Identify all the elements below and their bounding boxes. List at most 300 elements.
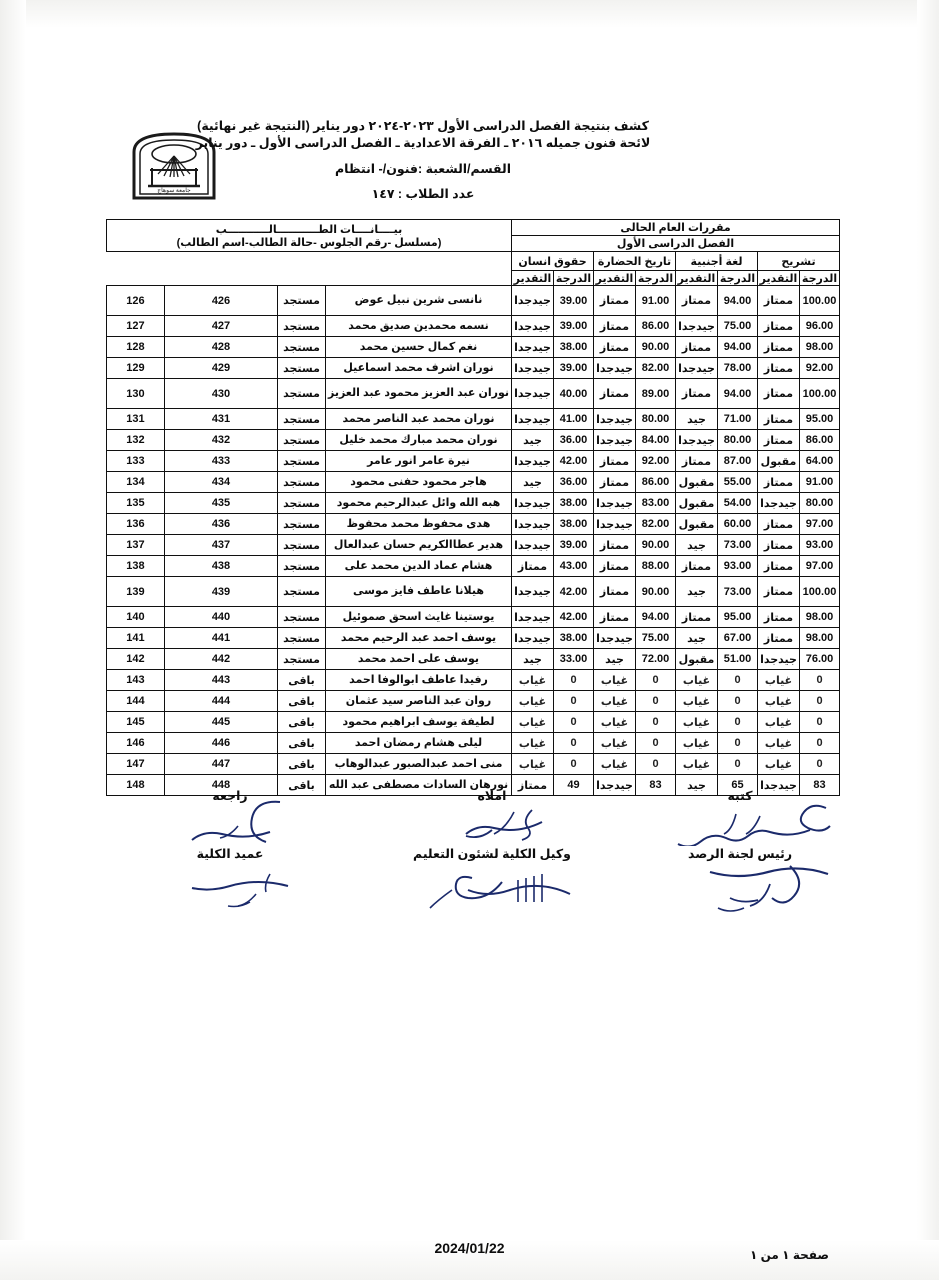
subject-header-2: تاريخ الحضارة [594, 252, 676, 271]
cell-degree-3: 0 [554, 712, 594, 733]
cell-grade-1: ممتاز [676, 379, 718, 409]
cell-grade-1: ممتاز [676, 607, 718, 628]
table-row [106, 472, 839, 493]
cell-degree-2: 86.00 [636, 316, 676, 337]
cell-seat-number: 447 [165, 754, 278, 775]
cell-degree-0: 0 [800, 733, 840, 754]
cell-grade-2: ممتاز [594, 337, 636, 358]
cell-serial: 138 [106, 556, 164, 577]
table-row [106, 430, 839, 451]
cell-grade-0: ممتاز [758, 607, 800, 628]
cell-student-status: مستجد [278, 514, 326, 535]
table-row [106, 649, 839, 670]
cell-student-status: باقى [278, 691, 326, 712]
cell-degree-1: 65 [718, 775, 758, 796]
cell-grade-1: جيد [676, 628, 718, 649]
cell-grade-0: ممتاز [758, 535, 800, 556]
cell-degree-2: 72.00 [636, 649, 676, 670]
cell-grade-0: ممتاز [758, 628, 800, 649]
cell-student-status: مستجد [278, 535, 326, 556]
cell-degree-0: 76.00 [800, 649, 840, 670]
cell-serial: 145 [106, 712, 164, 733]
courses-group-header: مقررات العام الحالى [512, 220, 840, 236]
cell-seat-number: 432 [165, 430, 278, 451]
table-row [106, 628, 839, 649]
cell-seat-number: 437 [165, 535, 278, 556]
cell-degree-3: 0 [554, 691, 594, 712]
cell-student-name: لطيفة يوسف ابراهيم محمود [326, 712, 512, 733]
cell-grade-3: جيدجدا [512, 628, 554, 649]
cell-grade-3: ممتاز [512, 775, 554, 796]
cell-grade-3: جيد [512, 430, 554, 451]
cell-grade-1: ممتاز [676, 451, 718, 472]
cell-serial: 146 [106, 733, 164, 754]
grade-label-1: التقدير [676, 271, 718, 286]
cell-degree-3: 49 [554, 775, 594, 796]
cell-degree-0: 80.00 [800, 493, 840, 514]
cell-degree-0: 91.00 [800, 472, 840, 493]
cell-degree-2: 90.00 [636, 577, 676, 607]
cell-grade-3: جيدجدا [512, 535, 554, 556]
cell-grade-3: جيدجدا [512, 409, 554, 430]
cell-degree-2: 0 [636, 712, 676, 733]
cell-degree-0: 86.00 [800, 430, 840, 451]
cell-grade-0: ممتاز [758, 379, 800, 409]
signature-block-0 [640, 788, 840, 861]
cell-student-status: مستجد [278, 577, 326, 607]
cell-grade-2: جيدجدا [594, 430, 636, 451]
cell-grade-1: غياب [676, 670, 718, 691]
cell-degree-2: 92.00 [636, 451, 676, 472]
cell-degree-0: 93.00 [800, 535, 840, 556]
svg-text:جامعة سوهاج: جامعة سوهاج [157, 188, 191, 194]
cell-grade-0: غياب [758, 733, 800, 754]
cell-serial: 134 [106, 472, 164, 493]
cell-grade-3: جيد [512, 649, 554, 670]
cell-serial: 140 [106, 607, 164, 628]
cell-degree-3: 42.00 [554, 451, 594, 472]
cell-degree-2: 90.00 [636, 535, 676, 556]
degree-label-2: الدرجة [636, 271, 676, 286]
cell-degree-0: 100.00 [800, 379, 840, 409]
cell-grade-0: مقبول [758, 451, 800, 472]
cell-degree-1: 94.00 [718, 286, 758, 316]
cell-student-status: مستجد [278, 379, 326, 409]
cell-grade-0: غياب [758, 712, 800, 733]
cell-degree-3: 38.00 [554, 628, 594, 649]
cell-grade-2: غياب [594, 691, 636, 712]
footer-page-label: صفحة ١ من ١ [749, 1248, 829, 1262]
cell-student-name: نيرة عامر انور عامر [326, 451, 512, 472]
signature-ink-1 [392, 800, 592, 846]
cell-degree-0: 92.00 [800, 358, 840, 379]
table-row [106, 691, 839, 712]
cell-degree-3: 38.00 [554, 493, 594, 514]
cell-serial: 133 [106, 451, 164, 472]
cell-grade-3: غياب [512, 754, 554, 775]
cell-student-name: هبه الله وائل عبدالرحيم محمود [326, 493, 512, 514]
cell-degree-0: 64.00 [800, 451, 840, 472]
cell-grade-2: جيدجدا [594, 409, 636, 430]
cell-degree-3: 41.00 [554, 409, 594, 430]
table-row [106, 670, 839, 691]
cell-degree-2: 83 [636, 775, 676, 796]
cell-student-status: مستجد [278, 409, 326, 430]
cell-student-status: باقى [278, 754, 326, 775]
cell-grade-3: غياب [512, 712, 554, 733]
cell-grade-0: ممتاز [758, 577, 800, 607]
cell-grade-0: ممتاز [758, 337, 800, 358]
table-body [106, 286, 839, 796]
cell-grade-2: ممتاز [594, 556, 636, 577]
student-count-line: عدد الطلاب : ١٤٧ [371, 187, 475, 201]
cell-degree-1: 0 [718, 691, 758, 712]
cell-degree-1: 0 [718, 712, 758, 733]
cell-degree-3: 0 [554, 670, 594, 691]
cell-grade-3: غياب [512, 733, 554, 754]
cell-degree-0: 100.00 [800, 286, 840, 316]
cell-grade-2: ممتاز [594, 535, 636, 556]
cell-degree-2: 0 [636, 691, 676, 712]
cell-seat-number: 436 [165, 514, 278, 535]
cell-serial: 139 [106, 577, 164, 607]
cell-grade-3: جيدجدا [512, 577, 554, 607]
cell-seat-number: 429 [165, 358, 278, 379]
table-row [106, 733, 839, 754]
cell-degree-0: 97.00 [800, 514, 840, 535]
cell-student-name: هدير عطاالكريم حسان عبدالعال [326, 535, 512, 556]
cell-grade-0: غياب [758, 670, 800, 691]
cell-grade-3: غياب [512, 670, 554, 691]
grade-label-2: التقدير [594, 271, 636, 286]
cell-seat-number: 440 [165, 607, 278, 628]
cell-student-status: باقى [278, 733, 326, 754]
cell-student-name: رفيدا عاطف ابوالوفا احمد [326, 670, 512, 691]
cell-seat-number: 445 [165, 712, 278, 733]
cell-student-name: ليلى هشام رمضان احمد [326, 733, 512, 754]
cell-grade-1: مقبول [676, 649, 718, 670]
signature-ink-0b [640, 860, 840, 915]
cell-degree-1: 60.00 [718, 514, 758, 535]
cell-student-name: نورهان السادات مصطفى عبد الله [326, 775, 512, 796]
table-row [106, 409, 839, 430]
cell-seat-number: 442 [165, 649, 278, 670]
signature-action-2: راجعه [212, 789, 248, 803]
cell-grade-0: جيدجدا [758, 493, 800, 514]
cell-grade-0: ممتاز [758, 358, 800, 379]
cell-degree-1: 0 [718, 733, 758, 754]
cell-grade-3: غياب [512, 691, 554, 712]
table-row [106, 316, 839, 337]
cell-grade-1: جيد [676, 577, 718, 607]
cell-seat-number: 427 [165, 316, 278, 337]
cell-degree-3: 33.00 [554, 649, 594, 670]
cell-serial: 130 [106, 379, 164, 409]
cell-degree-3: 43.00 [554, 556, 594, 577]
report-title-line2: لائحة فنون جميله ٢٠١٦ ـ الفرقة الاعدادية ـ الفصل الدراسى الأول ـ دور يناير [195, 136, 651, 150]
cell-grade-3: جيدجدا [512, 379, 554, 409]
cell-seat-number: 446 [165, 733, 278, 754]
cell-grade-1: ممتاز [676, 556, 718, 577]
cell-degree-2: 82.00 [636, 358, 676, 379]
cell-student-status: مستجد [278, 628, 326, 649]
cell-student-name: هاجر محمود حفنى محمود [326, 472, 512, 493]
table-row [106, 712, 839, 733]
table-head [106, 220, 839, 286]
table-row [106, 535, 839, 556]
cell-serial: 132 [106, 430, 164, 451]
cell-grade-3: جيدجدا [512, 451, 554, 472]
cell-student-status: مستجد [278, 286, 326, 316]
degree-label-0: الدرجة [800, 271, 840, 286]
cell-degree-1: 80.00 [718, 430, 758, 451]
degree-label-1: الدرجة [718, 271, 758, 286]
subject-header-3: حقوق انسان [512, 252, 594, 271]
cell-seat-number: 448 [165, 775, 278, 796]
signature-ink-2b [130, 860, 330, 915]
cell-grade-3: جيدجدا [512, 337, 554, 358]
cell-student-status: باقى [278, 670, 326, 691]
table-row [106, 607, 839, 628]
cell-degree-0: 83 [800, 775, 840, 796]
cell-grade-2: ممتاز [594, 379, 636, 409]
cell-grade-2: جيدجدا [594, 358, 636, 379]
cell-serial: 142 [106, 649, 164, 670]
table-row [106, 514, 839, 535]
cell-seat-number: 439 [165, 577, 278, 607]
cell-degree-2: 75.00 [636, 628, 676, 649]
cell-degree-0: 0 [800, 691, 840, 712]
cell-degree-1: 75.00 [718, 316, 758, 337]
cell-degree-3: 40.00 [554, 379, 594, 409]
cell-grade-0: ممتاز [758, 556, 800, 577]
signature-role-2: عميد الكلية [196, 847, 264, 861]
cell-grade-1: غياب [676, 754, 718, 775]
student-data-subtitle: (مسلسل -رقم الجلوس -حالة الطالب-اسم الطالب) [176, 236, 442, 249]
cell-student-name: نوران عبد العزيز محمود عبد العزيز [326, 379, 512, 409]
cell-student-status: مستجد [278, 649, 326, 670]
table-row [106, 754, 839, 775]
cell-student-name: نانسى شرين نبيل عوض [326, 286, 512, 316]
signature-block-2 [130, 788, 330, 861]
cell-degree-2: 0 [636, 754, 676, 775]
cell-degree-2: 83.00 [636, 493, 676, 514]
cell-student-status: باقى [278, 775, 326, 796]
cell-grade-3: جيدجدا [512, 358, 554, 379]
cell-seat-number: 435 [165, 493, 278, 514]
cell-degree-3: 39.00 [554, 286, 594, 316]
cell-student-status: مستجد [278, 556, 326, 577]
cell-serial: 128 [106, 337, 164, 358]
cell-degree-2: 94.00 [636, 607, 676, 628]
cell-degree-3: 36.00 [554, 430, 594, 451]
cell-grade-1: جيد [676, 775, 718, 796]
cell-degree-2: 88.00 [636, 556, 676, 577]
table-row [106, 337, 839, 358]
table-row [106, 577, 839, 607]
cell-grade-1: جيد [676, 409, 718, 430]
cell-grade-2: غياب [594, 754, 636, 775]
cell-degree-2: 91.00 [636, 286, 676, 316]
cell-serial: 148 [106, 775, 164, 796]
grade-label-3: التقدير [512, 271, 554, 286]
scan-edge-right [917, 0, 939, 1280]
cell-seat-number: 430 [165, 379, 278, 409]
table-row [106, 451, 839, 472]
cell-student-name: يوسف على احمد محمد [326, 649, 512, 670]
cell-grade-1: جيدجدا [676, 430, 718, 451]
cell-degree-1: 71.00 [718, 409, 758, 430]
cell-grade-0: ممتاز [758, 316, 800, 337]
cell-student-name: نوران اشرف محمد اسماعيل [326, 358, 512, 379]
cell-seat-number: 443 [165, 670, 278, 691]
document-header [110, 118, 840, 208]
cell-degree-1: 94.00 [718, 379, 758, 409]
cell-seat-number: 433 [165, 451, 278, 472]
signature-ink-0 [640, 800, 840, 846]
cell-grade-1: جيدجدا [676, 358, 718, 379]
cell-grade-3: جيد [512, 472, 554, 493]
cell-degree-3: 39.00 [554, 358, 594, 379]
cell-serial: 147 [106, 754, 164, 775]
cell-student-name: هشام عماد الدين محمد على [326, 556, 512, 577]
cell-degree-1: 54.00 [718, 493, 758, 514]
cell-degree-0: 0 [800, 754, 840, 775]
subject-header-1: لغة أجنبية [676, 252, 758, 271]
cell-grade-2: ممتاز [594, 577, 636, 607]
cell-serial: 141 [106, 628, 164, 649]
cell-grade-2: ممتاز [594, 316, 636, 337]
cell-student-status: مستجد [278, 451, 326, 472]
cell-grade-2: غياب [594, 670, 636, 691]
cell-serial: 144 [106, 691, 164, 712]
cell-grade-0: ممتاز [758, 430, 800, 451]
cell-degree-1: 55.00 [718, 472, 758, 493]
table-row [106, 358, 839, 379]
cell-grade-0: جيدجدا [758, 649, 800, 670]
cell-student-name: نسمه محمدين صديق محمد [326, 316, 512, 337]
cell-grade-1: ممتاز [676, 286, 718, 316]
table-row [106, 556, 839, 577]
cell-degree-0: 100.00 [800, 577, 840, 607]
cell-serial: 126 [106, 286, 164, 316]
cell-degree-2: 0 [636, 733, 676, 754]
cell-student-name: نغم كمال حسين محمد [326, 337, 512, 358]
cell-grade-0: ممتاز [758, 286, 800, 316]
cell-grade-3: جيدجدا [512, 493, 554, 514]
cell-grade-3: ممتاز [512, 556, 554, 577]
cell-degree-0: 0 [800, 712, 840, 733]
term-header: الفصل الدراسى الأول [512, 236, 840, 252]
cell-grade-0: جيدجدا [758, 775, 800, 796]
report-title-line1: كشف بنتيجة الفصل الدراسى الأول ٢٠٢٣-٢٠٢٤ دور يناير (النتيجة غير نهائية) [197, 119, 649, 133]
cell-student-name: يوستينا غايث اسحق صموئيل [326, 607, 512, 628]
cell-grade-0: غياب [758, 691, 800, 712]
cell-grade-2: ممتاز [594, 607, 636, 628]
cell-seat-number: 438 [165, 556, 278, 577]
cell-seat-number: 434 [165, 472, 278, 493]
cell-degree-3: 38.00 [554, 337, 594, 358]
signature-role-1: وكيل الكلية لشئون التعليم [413, 847, 571, 861]
cell-degree-0: 95.00 [800, 409, 840, 430]
grade-label-0: التقدير [758, 271, 800, 286]
cell-degree-1: 51.00 [718, 649, 758, 670]
cell-degree-0: 96.00 [800, 316, 840, 337]
cell-grade-2: جيدجدا [594, 628, 636, 649]
cell-grade-2: جيدجدا [594, 514, 636, 535]
cell-seat-number: 426 [165, 286, 278, 316]
title-block [114, 118, 732, 201]
table-row [106, 286, 839, 316]
cell-serial: 135 [106, 493, 164, 514]
signature-action-0: كتبه [727, 789, 753, 803]
cell-serial: 143 [106, 670, 164, 691]
cell-degree-1: 95.00 [718, 607, 758, 628]
cell-grade-1: مقبول [676, 472, 718, 493]
cell-degree-1: 94.00 [718, 337, 758, 358]
signature-ink-2 [130, 800, 330, 846]
student-data-header [106, 220, 511, 252]
cell-grade-2: ممتاز [594, 472, 636, 493]
cell-grade-2: ممتاز [594, 451, 636, 472]
cell-grade-2: غياب [594, 733, 636, 754]
cell-serial: 136 [106, 514, 164, 535]
cell-grade-1: جيدجدا [676, 316, 718, 337]
cell-degree-3: 42.00 [554, 607, 594, 628]
subject-header-row [106, 252, 839, 271]
cell-degree-0: 98.00 [800, 607, 840, 628]
signature-block-1 [392, 788, 592, 861]
cell-student-status: مستجد [278, 607, 326, 628]
scan-edge-top [0, 0, 939, 28]
signature-role-0: رئيس لجنة الرصد [687, 847, 793, 861]
cell-degree-3: 42.00 [554, 577, 594, 607]
cell-degree-2: 89.00 [636, 379, 676, 409]
cell-student-status: مستجد [278, 493, 326, 514]
cell-grade-0: ممتاز [758, 514, 800, 535]
footer-date: 2024/01/22 [434, 1240, 505, 1256]
cell-student-name: نوران محمد مبارك محمد خليل [326, 430, 512, 451]
cell-degree-1: 78.00 [718, 358, 758, 379]
cell-student-name: منى احمد عبدالصبور عبدالوهاب [326, 754, 512, 775]
cell-grade-1: جيد [676, 535, 718, 556]
cell-seat-number: 441 [165, 628, 278, 649]
cell-grade-3: جيدجدا [512, 607, 554, 628]
cell-grade-0: ممتاز [758, 472, 800, 493]
cell-degree-3: 38.00 [554, 514, 594, 535]
cell-degree-3: 0 [554, 754, 594, 775]
results-table-wrapper [107, 219, 840, 796]
cell-student-name: هيلانا عاطف فايز موسى [326, 577, 512, 607]
cell-serial: 137 [106, 535, 164, 556]
cell-degree-3: 39.00 [554, 535, 594, 556]
subject-header-0: تشريح [758, 252, 840, 271]
cell-student-name: هدى محفوظ محمد محفوظ [326, 514, 512, 535]
signature-area [110, 788, 840, 918]
cell-degree-3: 0 [554, 733, 594, 754]
cell-grade-2: ممتاز [594, 286, 636, 316]
cell-degree-1: 93.00 [718, 556, 758, 577]
cell-degree-1: 0 [718, 670, 758, 691]
table-row [106, 493, 839, 514]
cell-degree-1: 87.00 [718, 451, 758, 472]
cell-degree-3: 36.00 [554, 472, 594, 493]
table-row [106, 379, 839, 409]
cell-grade-3: جيدجدا [512, 316, 554, 337]
cell-student-status: مستجد [278, 358, 326, 379]
cell-degree-1: 73.00 [718, 577, 758, 607]
signature-ink-1b [392, 860, 592, 915]
